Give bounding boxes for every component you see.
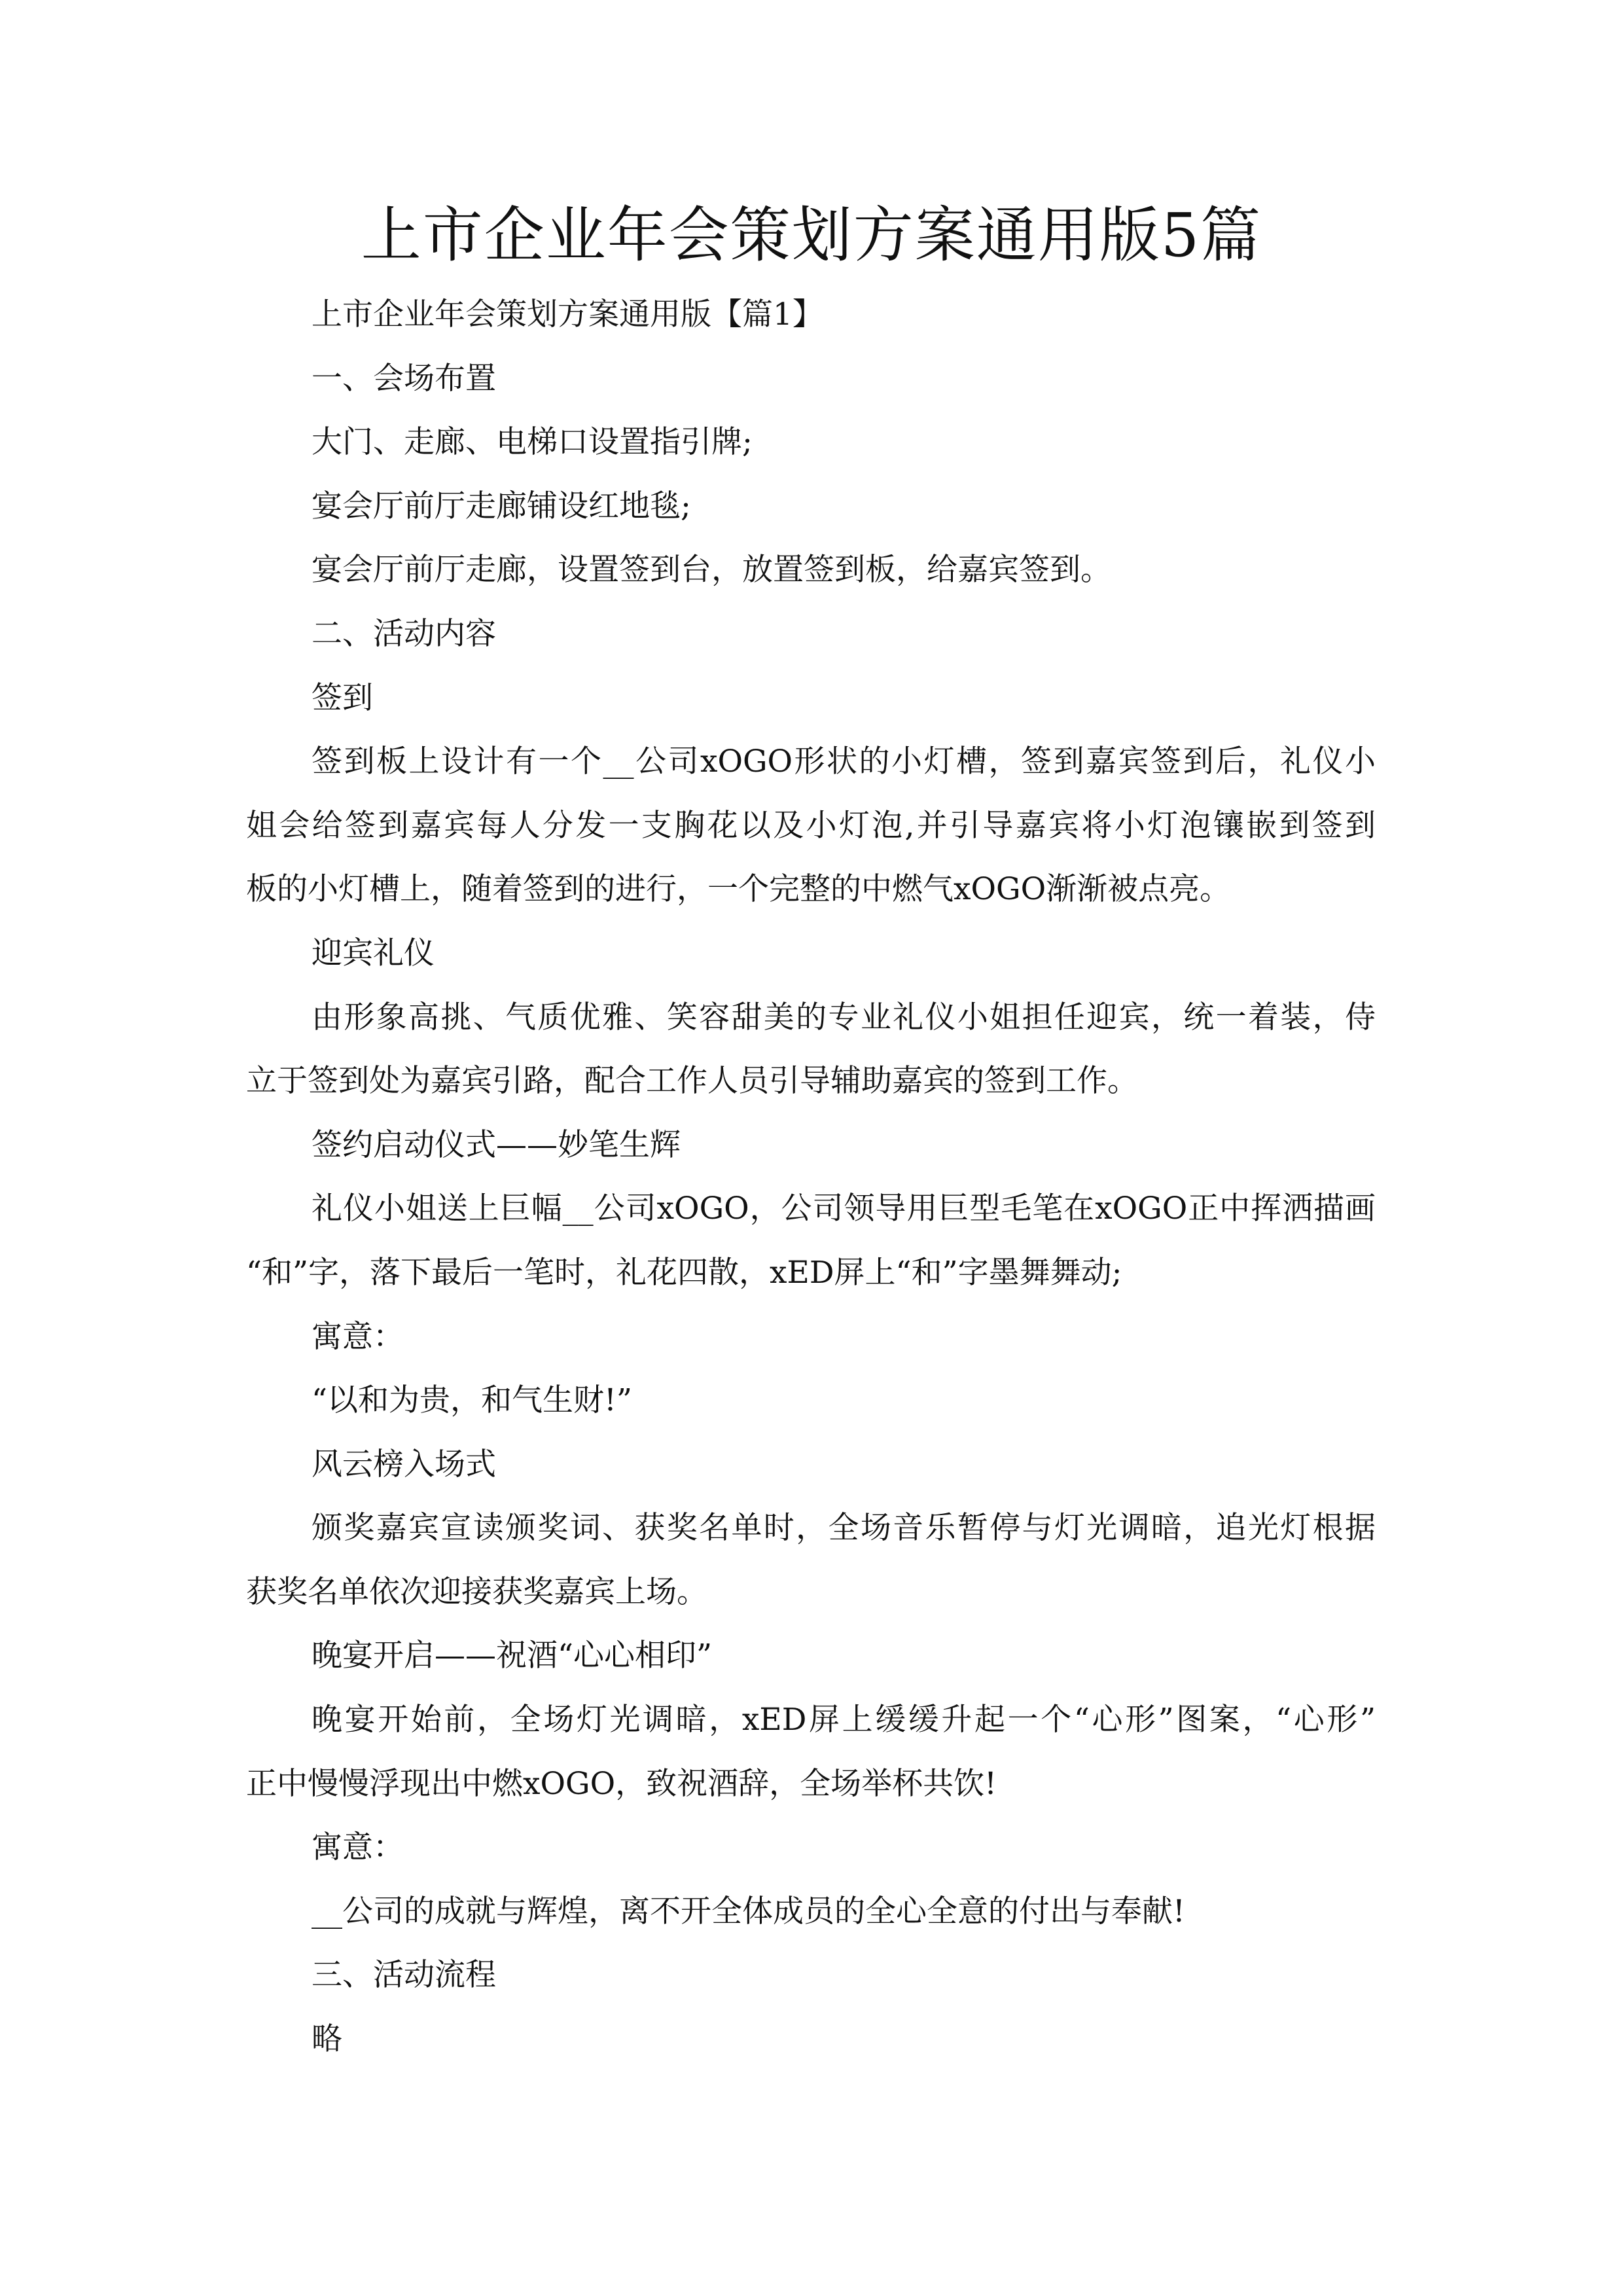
paragraph-line: 由形象高挑、气质优雅、笑容甜美的专业礼仪小姐担任迎宾，统一着装，侍 [312,999,1376,1035]
paragraph-line: 大门、走廊、电梯口设置指引牌; [312,424,753,461]
paragraph-line: 签到 [312,679,373,716]
document-title: 上市企业年会策划方案通用版5篇 [361,200,1262,270]
paragraph-line: 宴会厅前厅走廊，设置签到台，放置签到板，给嘉宾签到。 [312,552,1111,588]
paragraph-line: 略 [312,2021,342,2058]
paragraph-line: “和”字，落下最后一笔时，礼花四散，xED屏上“和”字墨舞舞动; [246,1254,1122,1291]
paragraph-line: 三、活动流程 [312,1957,496,1994]
paragraph-line: 颁奖嘉宾宣读颁奖词、获奖名单时，全场音乐暂停与灯光调暗，追光灯根据 [312,1510,1376,1547]
paragraph-line: 签约启动仪式——妙笔生辉 [312,1126,681,1163]
paragraph-line: 寓意： [312,1829,404,1866]
paragraph-line: __公司的成就与辉煌，离不开全体成员的全心全意的付出与奉献! [312,1893,1185,1929]
paragraph-line: 宴会厅前厅走廊铺设红地毯; [312,488,691,524]
paragraph-line: 一、会场布置 [312,360,496,397]
paragraph-line: 立于签到处为嘉宾引路，配合工作人员引导辅助嘉宾的签到工作。 [246,1063,1138,1100]
paragraph-line: 正中慢慢浮现出中燃xOGO，致祝酒辞，全场举杯共饮! [246,1765,997,1802]
paragraph-line: 寓意： [312,1318,404,1355]
paragraph-line: “以和为贵，和气生财!” [312,1382,632,1419]
paragraph-line: 晚宴开启——祝酒“心心相印” [312,1638,713,1674]
paragraph-line: 晚宴开始前，全场灯光调暗，xED屏上缓缓升起一个“心形”图案，“心形” [312,1702,1376,1738]
paragraph-line: 二、活动内容 [312,615,496,652]
document-body [246,283,1376,2072]
paragraph-line: 签到板上设计有一个__公司xOGO形状的小灯槽，签到嘉宾签到后，礼仪小 [312,744,1376,780]
paragraph-line: 上市企业年会策划方案通用版【篇1】 [312,296,823,332]
paragraph-line: 板的小灯槽上，随着签到的进行，一个完整的中燃气xOGO渐渐被点亮。 [246,871,1231,908]
paragraph-line: 姐会给签到嘉宾每人分发一支胸花以及小灯泡,并引导嘉宾将小灯泡镶嵌到签到 [246,807,1376,844]
paragraph-line: 风云榜入场式 [312,1446,496,1482]
paragraph-line: 迎宾礼仪 [312,935,435,971]
paragraph-line: 礼仪小姐送上巨幅__公司xOGO，公司领导用巨型毛笔在xOGO正中挥洒描画 [312,1191,1376,1227]
paragraph-line: 获奖名单依次迎接获奖嘉宾上场。 [246,1573,707,1610]
